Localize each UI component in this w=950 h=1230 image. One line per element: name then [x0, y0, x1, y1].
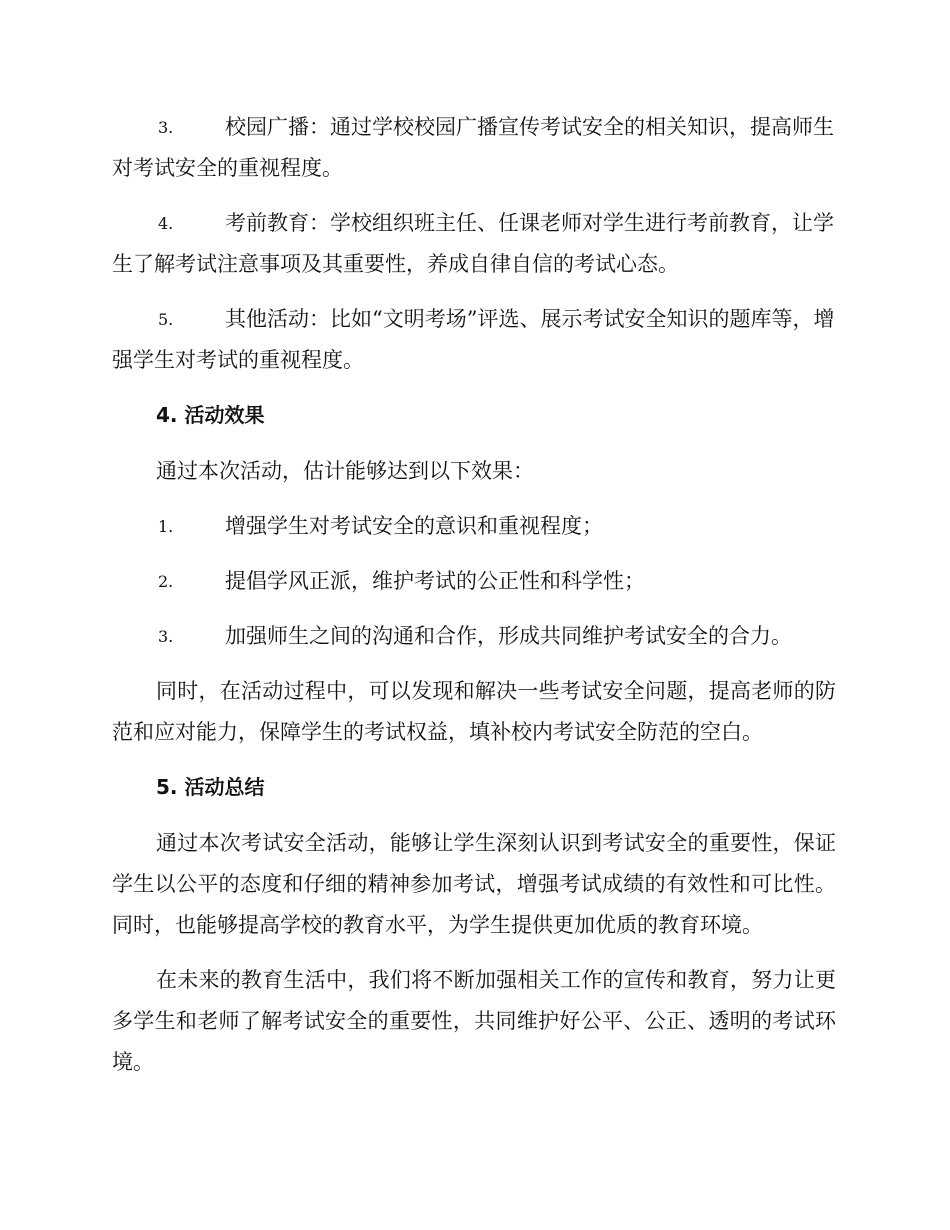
section-heading-summary: 5. 活动总结 [156, 775, 265, 799]
effects-intro: 通过本次活动，估计能够达到以下效果： [156, 459, 534, 483]
list-number: 1. [158, 517, 174, 536]
list-number: 3. [158, 627, 174, 646]
summary-paragraph-1: 通过本次考试安全活动，能够让学生深刻认识到考试安全的重要性，保证学生以公平的态度和仔细的精神参加考试，增强考试成绩的有效性和可比性。同时，也能够提高学校的教育水平，为学生提供更加优质的教育环境。 [112, 831, 836, 937]
list-text: 增强学生对考试安全的意识和重视程度； [225, 514, 603, 538]
list-text: 加强师生之间的沟通和合作，形成共同维护考试安全的合力。 [225, 624, 792, 648]
list-text: 校园广播：通过学校校园广播宣传考试安全的相关知识，提高师生对考试安全的重视程度。 [112, 115, 834, 180]
list-text: 其他活动：比如“文明考场”评选、展示考试安全知识的题库等，增强学生对考试的重视程度。 [112, 307, 835, 372]
effect-item-1 [112, 506, 836, 547]
list-number: 5. [158, 310, 174, 329]
list-number: 3. [158, 118, 174, 137]
effects-closing: 同时，在活动过程中，可以发现和解决一些考试安全问题，提高老师的防范和应对能力，保障学生的考试权益，填补校内考试安全防范的空白。 [112, 679, 836, 744]
summary-paragraph-2: 在未来的教育生活中，我们将不断加强相关工作的宣传和教育，努力让更多学生和老师了解考试安全的重要性，共同维护好公平、公正、透明的考试环境。 [112, 968, 836, 1074]
section-heading-effects: 4. 活动效果 [156, 403, 265, 427]
list-text: 考前教育：学校组织班主任、任课老师对学生进行考前教育，让学生了解考试注意事项及其重要性，养成自律自信的考试心态。 [112, 211, 834, 276]
activity-item-3 [112, 107, 836, 189]
list-number: 2. [158, 572, 174, 591]
activity-item-4 [112, 203, 836, 285]
activity-item-5 [112, 299, 836, 381]
effect-item-3 [112, 616, 836, 657]
document-body [112, 107, 836, 1097]
list-number: 4. [158, 214, 174, 233]
effect-item-2 [112, 561, 836, 602]
list-text: 提倡学风正派，维护考试的公正性和科学性； [225, 569, 645, 593]
